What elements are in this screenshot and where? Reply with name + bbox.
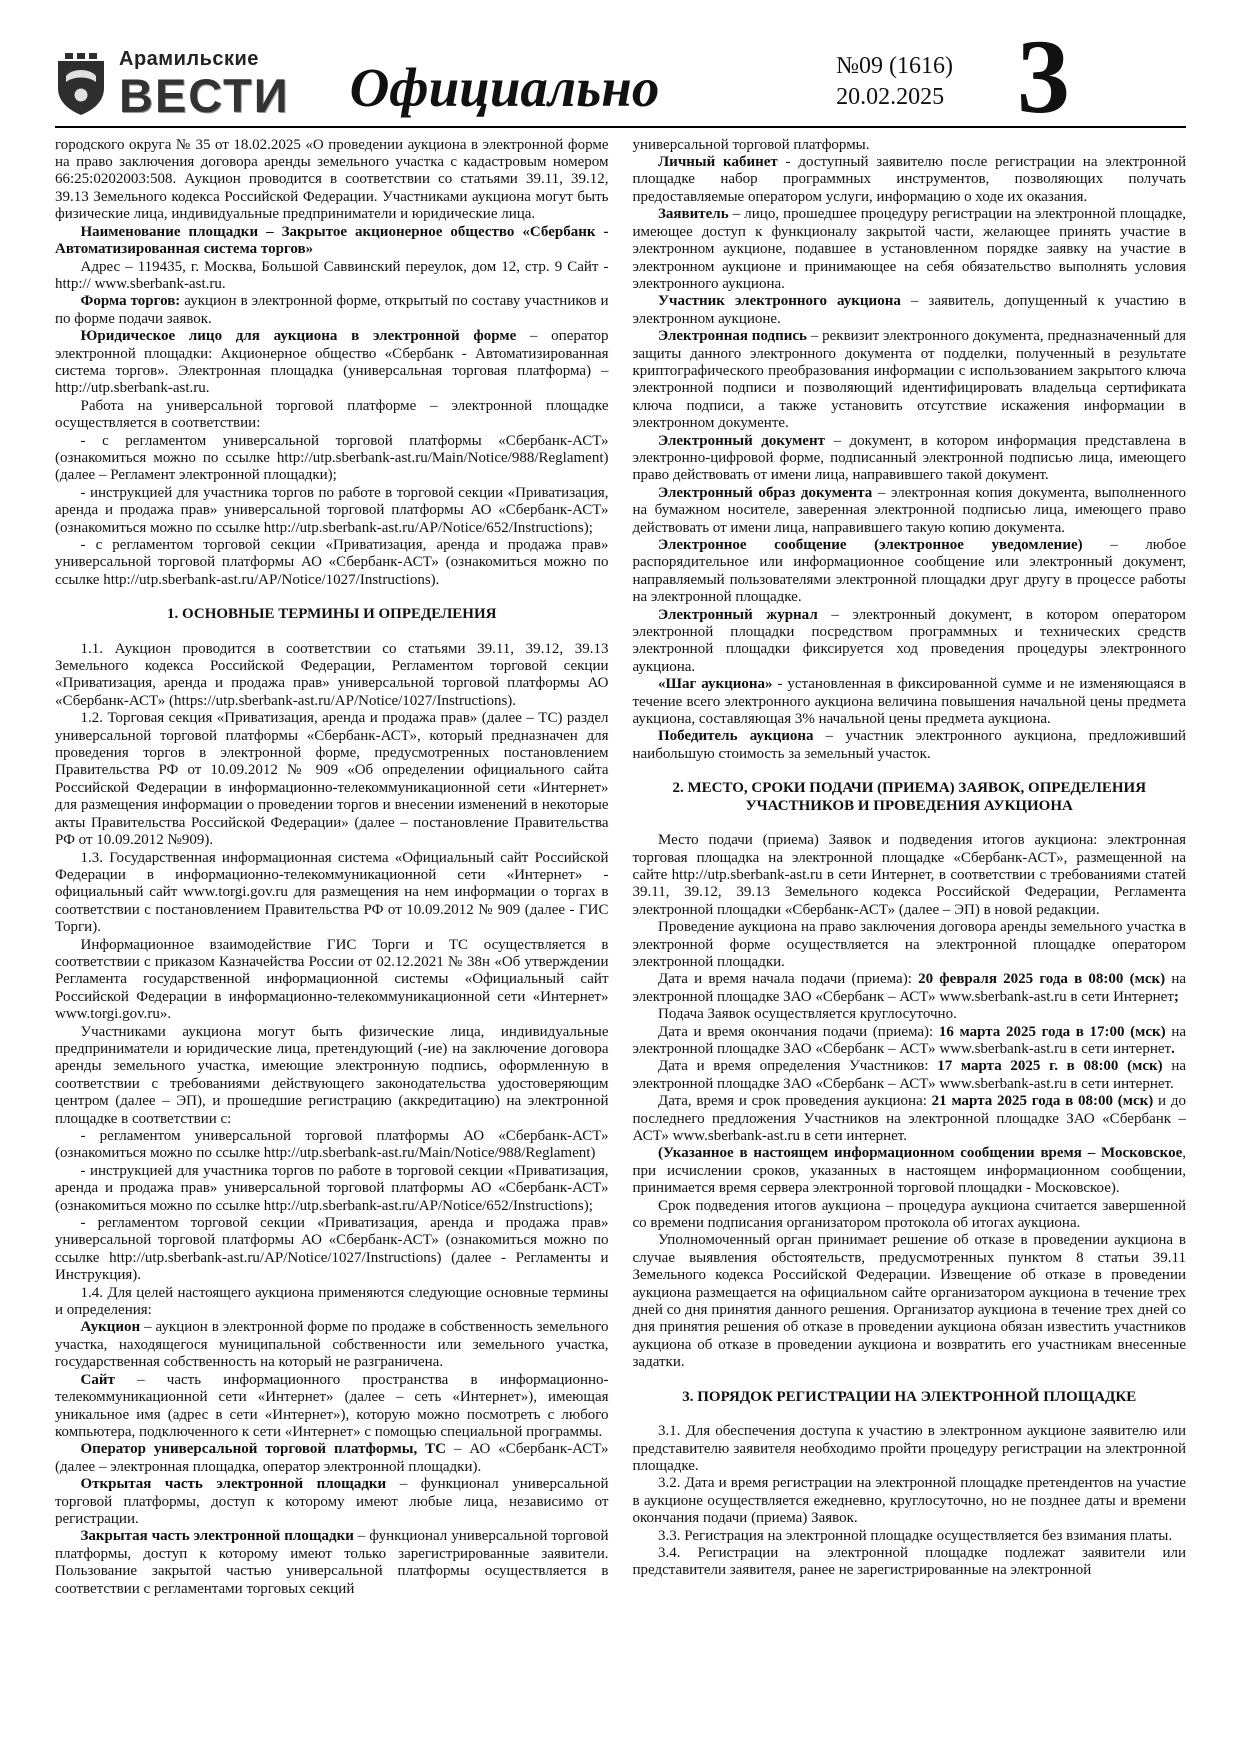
paragraph bbox=[633, 1093, 1187, 1145]
paragraph bbox=[633, 1475, 1187, 1527]
paragraph bbox=[55, 293, 609, 328]
issue-date: 20.02.2025 bbox=[836, 84, 945, 111]
brand-name-top: Арамильские bbox=[119, 47, 259, 70]
coat-of-arms-icon bbox=[55, 52, 107, 116]
section-title: Официально bbox=[349, 56, 660, 118]
text: Дата и время начала подачи (приема): bbox=[658, 971, 919, 988]
page-number: 3 bbox=[1017, 18, 1070, 135]
paragraph bbox=[633, 971, 1187, 1006]
bold-text: Форма торгов: bbox=[80, 293, 181, 310]
bold-text: Наименование площадки – Закрытое акционерное общество «Сбербанк - Автоматизированная система торгов» bbox=[55, 223, 609, 258]
bold-text: Личный кабинет bbox=[658, 154, 778, 171]
paragraph bbox=[633, 1145, 1187, 1197]
bold-text: Электронное сообщение (электронное уведомление) bbox=[658, 537, 1083, 554]
text: 1.3. Государственная информационная система «Официальный сайт Российской Федерации в информационно-телекоммуникационной сети «Интернет» - официальный сайт www.torgi.gov.ru для размещения на нем информации о торгах в соответствии с постановлением Правительства РФ от 10.09.2012 № 909 (далее - ГИС Торги). bbox=[55, 849, 609, 936]
bold-text: Электронный журнал bbox=[658, 606, 818, 623]
paragraph bbox=[55, 1319, 609, 1371]
text: городского округа № 35 от 18.02.2025 «О проведении аукциона в электронной форме на право заключения договора аренды земельного участка с кадастровым номером 66:25:0202003:508. Аукцион проводится в соответствии со статьями 39.11, 39.12, 39.13 Земельного кодекса Российской Федерации. Участниками аукциона могут быть физические лица, индивидуальные предприниматели и юридические лица. bbox=[55, 136, 609, 223]
text: на электронной площадке ЗАО «Сбербанк – АСТ» www.sberbank-ast.ru в сети интернет bbox=[632, 1023, 1187, 1057]
text: , при исчислении сроков, указанных в настоящем информационном сообщении, принимается время сервера электронной торговой площадки - Московское). bbox=[632, 1145, 1186, 1197]
paragraph bbox=[55, 1163, 609, 1215]
paragraph bbox=[633, 1232, 1187, 1371]
text: - регламентом торговой секции «Приватизация, аренда и продажа прав» универсальной торговой платформы АО «Сбербанк-АСТ» (ознакомиться можно по ссылке http://utp.sberbank-ast.ru/AP/Notice/1027/Instructions) (далее - Регламенты и Инструкция). bbox=[55, 1215, 609, 1284]
paragraph bbox=[55, 1528, 609, 1598]
paragraph bbox=[633, 607, 1187, 677]
text: – участник электронного аукциона, предложивший наибольшую стоимость за земельный участок. bbox=[632, 728, 1186, 762]
paragraph bbox=[55, 710, 609, 849]
newspaper-logo bbox=[55, 47, 290, 122]
brand-name-bottom: ВЕСТИ bbox=[119, 68, 290, 122]
text: Работа на универсальной торговой платформе – электронной площадке осуществляется в соответствии: bbox=[55, 397, 609, 432]
text: – функционал универсальной торговой платформы, доступ к которому имеют любые лица, независимо от регистрации. bbox=[55, 1476, 609, 1527]
text: Информационное взаимодействие ГИС Торги и ТС осуществляется в соответствии с приказом Казначейства России от 02.12.2021 № 38н «Об утверждении Регламента государственной информационной системы «Официальный сайт Российской Федерации в информационно-телекоммуникационной сети «Интернет» www.torgi.gov.ru». bbox=[55, 936, 609, 1023]
paragraph bbox=[633, 206, 1187, 293]
text: – оператор электронной площадки: Акционерное общество «Сбербанк - Автоматизированная система торгов». Электронная площадка (универсальная торговая платформа) – http://utp.sberbank-ast.ru. bbox=[55, 328, 609, 397]
text: универсальной торговой платформы. bbox=[632, 136, 870, 153]
paragraph bbox=[55, 1372, 609, 1442]
paragraph bbox=[55, 1476, 609, 1528]
paragraph bbox=[55, 1285, 609, 1320]
text: - доступный заявителю после регистрации на электронной площадке набор программных инструментов, позволяющих получать предоставляемые оператором услуги, информацию о ходе их оказания. bbox=[632, 154, 1186, 205]
text: - инструкцией для участника торгов по работе в торговой секции «Приватизация, аренда и продажа прав» универсальной торговой платформы АО «Сбербанк-АСТ» (ознакомиться можно по ссылке http://utp.sberbank-ast.ru/AP/Notice/652/Instructions); bbox=[55, 1162, 609, 1214]
text: Дата и время окончания подачи (приема): bbox=[658, 1023, 939, 1040]
paragraph bbox=[55, 398, 609, 433]
text: Участниками аукциона могут быть физические лица, индивидуальные предприниматели и юридические лица, претендующий (-ие) на заключение договора аренды земельного участка, имеющие электронную подпись, оформленную в соответствии с требованиями действующего законодательства удостоверяющим центром (далее – ЭП), и прошедшие регистрацию (аккредитацию) на электронной площадке в соответствии с: bbox=[55, 1023, 609, 1127]
bold-text: . bbox=[1171, 1040, 1175, 1057]
paragraph bbox=[55, 485, 609, 537]
bold-text: 21 марта 2025 года в 08:00 (мск) bbox=[931, 1093, 1154, 1110]
text: аукцион в электронной форме, открытый по составу участников и по форме подачи заявок. bbox=[55, 293, 609, 327]
paragraph bbox=[55, 433, 609, 485]
bold-text: Оператор универсальной торговой платформы, ТС bbox=[80, 1441, 446, 1458]
text: Адрес – 119435, г. Москва, Большой Саввинский переулок, дом 12, стр. 9 Сайт - http:// www.sberbank-ast.ru. bbox=[55, 258, 609, 292]
text: Проведение аукциона на право заключения договора аренды земельного участка в электронной форме осуществляется на электронной площадке оператором электронной площадки. bbox=[632, 919, 1186, 970]
paragraph bbox=[633, 293, 1187, 328]
bold-text: Электронный документ bbox=[658, 432, 825, 449]
paragraph bbox=[633, 832, 1187, 919]
paragraph bbox=[633, 433, 1187, 485]
text: 3.3. Регистрация на электронной площадке осуществляется без взимания платы. bbox=[658, 1527, 1173, 1544]
paragraph bbox=[55, 137, 609, 224]
text: - установленная в фиксированной сумме и не изменяющаяся в течение всего электронного аукциона величина повышения начальной цены предмета аукциона, составляющая 3% начальной цены предмета аукциона. bbox=[632, 676, 1187, 728]
paragraph bbox=[55, 850, 609, 937]
bold-text: Закрытая часть электронной площадки bbox=[80, 1528, 354, 1545]
text: – электронная копия документа, выполненного на бумажном носителе, заверенная электронной подписью лица, имеющего право действовать от имени лица, направившего такую копию документа. bbox=[632, 484, 1187, 536]
text: на электронной площадке ЗАО «Сбербанк – АСТ» www.sberbank-ast.ru в сети Интернет bbox=[632, 971, 1187, 1005]
paragraph bbox=[633, 485, 1187, 537]
text: – функционал универсальной торговой платформы, доступ к которому имеют только зарегистрированные заявители. Пользование закрытой частью универсальной платформы осуществляется в соответствии с регламентами торговых секций bbox=[55, 1528, 609, 1597]
paragraph bbox=[55, 1441, 609, 1476]
text: 3.4. Регистрации на электронной площадке подлежат заявители или представители заявителя, ранее не зарегистрированные на электронной bbox=[632, 1544, 1186, 1579]
paragraph bbox=[633, 537, 1187, 607]
paragraph bbox=[55, 1024, 609, 1128]
text: – АО «Сбербанк-АСТ» (далее – электронная площадка, оператор электронной площадки). bbox=[55, 1441, 609, 1475]
text: Дата и время определения Участников: bbox=[658, 1058, 938, 1075]
bold-text: Заявитель bbox=[658, 206, 729, 223]
paragraph bbox=[633, 137, 1187, 154]
paragraph bbox=[633, 1423, 1187, 1475]
paragraph bbox=[633, 676, 1187, 728]
text: – документ, в котором информация представлена в электронно-цифровой форме, подписанный электронной подписью лица, имеющего право действовать от имени лица, направившего такой документ. bbox=[632, 432, 1187, 484]
paragraph bbox=[633, 1058, 1187, 1093]
bold-text: Сайт bbox=[80, 1371, 115, 1388]
paragraph bbox=[633, 1006, 1187, 1023]
issue-info bbox=[836, 51, 953, 118]
paragraph bbox=[633, 1024, 1187, 1059]
article-body bbox=[55, 137, 1186, 1598]
section-heading: 2. МЕСТО, СРОКИ ПОДАЧИ (ПРИЕМА) ЗАЯВОК, ОПРЕДЕЛЕНИЯ УЧАСТНИКОВ И ПРОВЕДЕНИЯ АУКЦИОНА bbox=[672, 780, 1147, 814]
text: – заявитель, допущенный к участию в электронном аукционе. bbox=[632, 293, 1186, 327]
text: – электронный документ, в котором оператором электронной площадки посредством программных и технических средств электронной площадки фиксируется ход проведения процедуры электронного аукциона. bbox=[632, 606, 1186, 675]
bold-text: ; bbox=[1173, 988, 1179, 1005]
section-heading: 3. ПОРЯДОК РЕГИСТРАЦИИ НА ЭЛЕКТРОННОЙ ПЛОЩАДКЕ bbox=[682, 1388, 1137, 1405]
bold-text: Победитель аукциона bbox=[658, 728, 814, 745]
paragraph bbox=[633, 728, 1187, 763]
text: на электронной площадке ЗАО «Сбербанк – АСТ» www.sberbank-ast.ru в сети интернет. bbox=[632, 1058, 1187, 1092]
bold-text: Электронный образ документа bbox=[658, 484, 873, 501]
paragraph bbox=[55, 1128, 609, 1163]
text: 1.1. Аукцион проводится в соответствии со статьями 39.11, 39.12, 39.13 Земельного кодекса Российской Федерации, Регламентом торговой секции «Приватизация, аренда и продажа прав» универсальной торговой платформы АО «Сбербанк-АСТ» (https://utp.sberbank-ast.ru/AP/Notice/1027/Instructions). bbox=[55, 640, 609, 709]
text: - регламентом универсальной торговой платформы АО «Сбербанк-АСТ» (ознакомиться можно по ссылке http://utp.sberbank-ast.ru/Main/Notice/988/Reglament) bbox=[55, 1128, 609, 1162]
paragraph bbox=[55, 328, 609, 398]
brand-text bbox=[119, 47, 290, 122]
bold-text: 17 марта 2025 г. в 08:00 (мск) bbox=[937, 1058, 1163, 1075]
bold-text: Аукцион bbox=[80, 1319, 141, 1336]
bold-text: Открытая часть электронной площадки bbox=[80, 1476, 387, 1493]
text: 3.1. Для обеспечения доступа к участию в электронном аукционе заявителю или представителю заявителя необходимо пройти процедуру регистрации на электронной площадке. bbox=[632, 1423, 1186, 1474]
text: 1.4. Для целей настоящего аукциона применяются следующие основные термины и определения: bbox=[55, 1284, 609, 1319]
paragraph bbox=[633, 154, 1187, 206]
bold-text: (Указанное в настоящем информационном сообщении время – Московское bbox=[658, 1145, 1183, 1162]
bold-text: 20 февраля 2025 года в 08:00 (мск) bbox=[918, 971, 1166, 988]
text: Уполномоченный орган принимает решение об отказе в проведении аукциона в случае выявления обстоятельств, предусмотренных пунктом 8 статьи 39.11 Земельного кодекса Российской Федерации. Извещение об отказе в проведении аукциона размещается на официальном сайте организатором аукциона в течение трех дней со дня принятия данного решения. Организатор аукциона в течение трех дней со дня принятия решения об отказе в проведении аукциона обязан известить участников аукциона об отказе в проведении аукциона и возвратить его участникам внесенные задатки. bbox=[632, 1232, 1186, 1371]
paragraph bbox=[633, 919, 1187, 971]
masthead bbox=[55, 18, 1186, 135]
text: - инструкцией для участника торгов по работе в торговой секции «Приватизация, аренда и продажа прав» универсальной торговой платформы АО «Сбербанк-АСТ» (ознакомиться можно по ссылке http://utp.sberbank-ast.ru/AP/Notice/652/Instructions); bbox=[55, 484, 609, 536]
bold-text: 16 марта 2025 года в 17:00 (мск) bbox=[938, 1023, 1166, 1040]
text: и до последнего предложения Участников на электронной площадке ЗАО «Сбербанк – АСТ» www.sberbank-ast.ru в сети интернет. bbox=[632, 1093, 1186, 1145]
text: Место подачи (приема) Заявок и подведения итогов аукциона: электронная торговая площадка на электронной площадке «Сбербанк-АСТ», размещенной на сайте http://utp.sberbank-ast.ru в сети Интернет, в соответствии с требованиями статей 39.11, 39.12, 39.13 Земельного кодекса Российской Федерации, Регламента электронной площадки «Сбербанк-АСТ» (далее – ЭП) в новой редакции. bbox=[632, 832, 1186, 918]
paragraph bbox=[55, 1215, 609, 1285]
text: – лицо, прошедшее процедуру регистрации на электронной площадке, имеющее доступ к функционалу закрытой части, желающее принять участие в электронном аукционе, подавшее в установленном порядке заявку на участие в электронном аукционе и принимающее на себя обязательство выполнять условия электронного аукциона. bbox=[632, 206, 1186, 292]
text: – часть информационного пространства в информационно-телекоммуникационной сети «Интернет» (далее – сеть «Интернет»), имеющая уникальное имя (адрес в сети «Интернет»), которую можно посмотреть с любого компьютера, подключенного к сети «Интернет» с помощью специальной программы. bbox=[55, 1371, 609, 1440]
column-left bbox=[55, 137, 609, 1598]
paragraph bbox=[55, 224, 609, 259]
paragraph bbox=[633, 328, 1187, 432]
text: Подача Заявок осуществляется круглосуточно. bbox=[658, 1006, 957, 1023]
text: – любое распорядительное или информационное сообщение или электронный документ, направляемый пользователями электронной площадки друг другу в процессе работы на электронной площадке. bbox=[632, 537, 1186, 606]
paragraph bbox=[633, 1528, 1187, 1545]
bold-text: Участник электронного аукциона bbox=[658, 293, 901, 310]
text: 1.2. Торговая секция «Приватизация, аренда и продажа прав» (далее – ТС) раздел универсальной торговой платформы «Сбербанк-АСТ», который предназначен для проведения торгов в электронной форме, предусмотренных постановлением Правительства РФ от 10.09.2012 № 909 «Об определении официального сайта Российской Федерации в информационно-телекоммуникационной сети «Интернет» для размещения информации о проведении торгов и внесении изменений в некоторые акты Правительства Российской Федерации» (далее – постановление Правительства РФ от 10.09.2012 №909). bbox=[55, 710, 609, 849]
bold-text: Юридическое лицо для аукциона в электронной форме bbox=[80, 328, 517, 345]
issue-number: №09 (1616) bbox=[836, 53, 953, 80]
text: – реквизит электронного документа, предназначенный для защиты данного электронного документа от подделки, полученный в результате криптографического преобразования информации с использованием закрытого ключа электронной подписи и позволяющий идентифицировать владельца сертификата ключа подписи, а также установить отсутствие искажения информации в электронном документе. bbox=[632, 328, 1186, 432]
paragraph bbox=[55, 259, 609, 294]
text: Дата, время и срок проведения аукциона: bbox=[658, 1093, 932, 1110]
text: - с регламентом универсальной торговой платформы «Сбербанк-АСТ» (ознакомиться можно по ссылке http://utp.sberbank-ast.ru/Main/Notice/988/Reglament) (далее – Регламент электронной площадки); bbox=[55, 432, 609, 484]
paragraph bbox=[55, 641, 609, 711]
section-heading: 1. ОСНОВНЫЕ ТЕРМИНЫ И ОПРЕДЕЛЕНИЯ bbox=[167, 606, 497, 623]
text: – аукцион в электронной форме по продаже в собственность земельного участка, находящегося муниципальной собственности или земельного участка, государственная собственность на который не разграничена. bbox=[55, 1319, 609, 1371]
bold-text: «Шаг аукциона» bbox=[658, 676, 773, 693]
paragraph bbox=[55, 537, 609, 589]
paragraph bbox=[55, 937, 609, 1024]
column-right bbox=[633, 137, 1187, 1598]
bold-text: Электронная подпись bbox=[658, 328, 807, 345]
text: Срок подведения итогов аукциона – процедура аукциона считается завершенной со времени подписания организатором протокола об итогах аукциона. bbox=[632, 1197, 1186, 1232]
text: 3.2. Дата и время регистрации на электронной площадке претендентов на участие в аукционе осуществляется ежедневно, круглосуточно, но не позднее даты и времени окончания подачи (приема) Заявок. bbox=[632, 1475, 1186, 1527]
paragraph bbox=[633, 1198, 1187, 1233]
paragraph bbox=[633, 1545, 1187, 1580]
text: - с регламентом торговой секции «Приватизация, аренда и продажа прав» универсальной торговой платформы АО «Сбербанк-АСТ» (ознакомиться можно по ссылке http://utp.sberbank-ast.ru/AP/Notice/1027/Instructions). bbox=[55, 537, 609, 588]
